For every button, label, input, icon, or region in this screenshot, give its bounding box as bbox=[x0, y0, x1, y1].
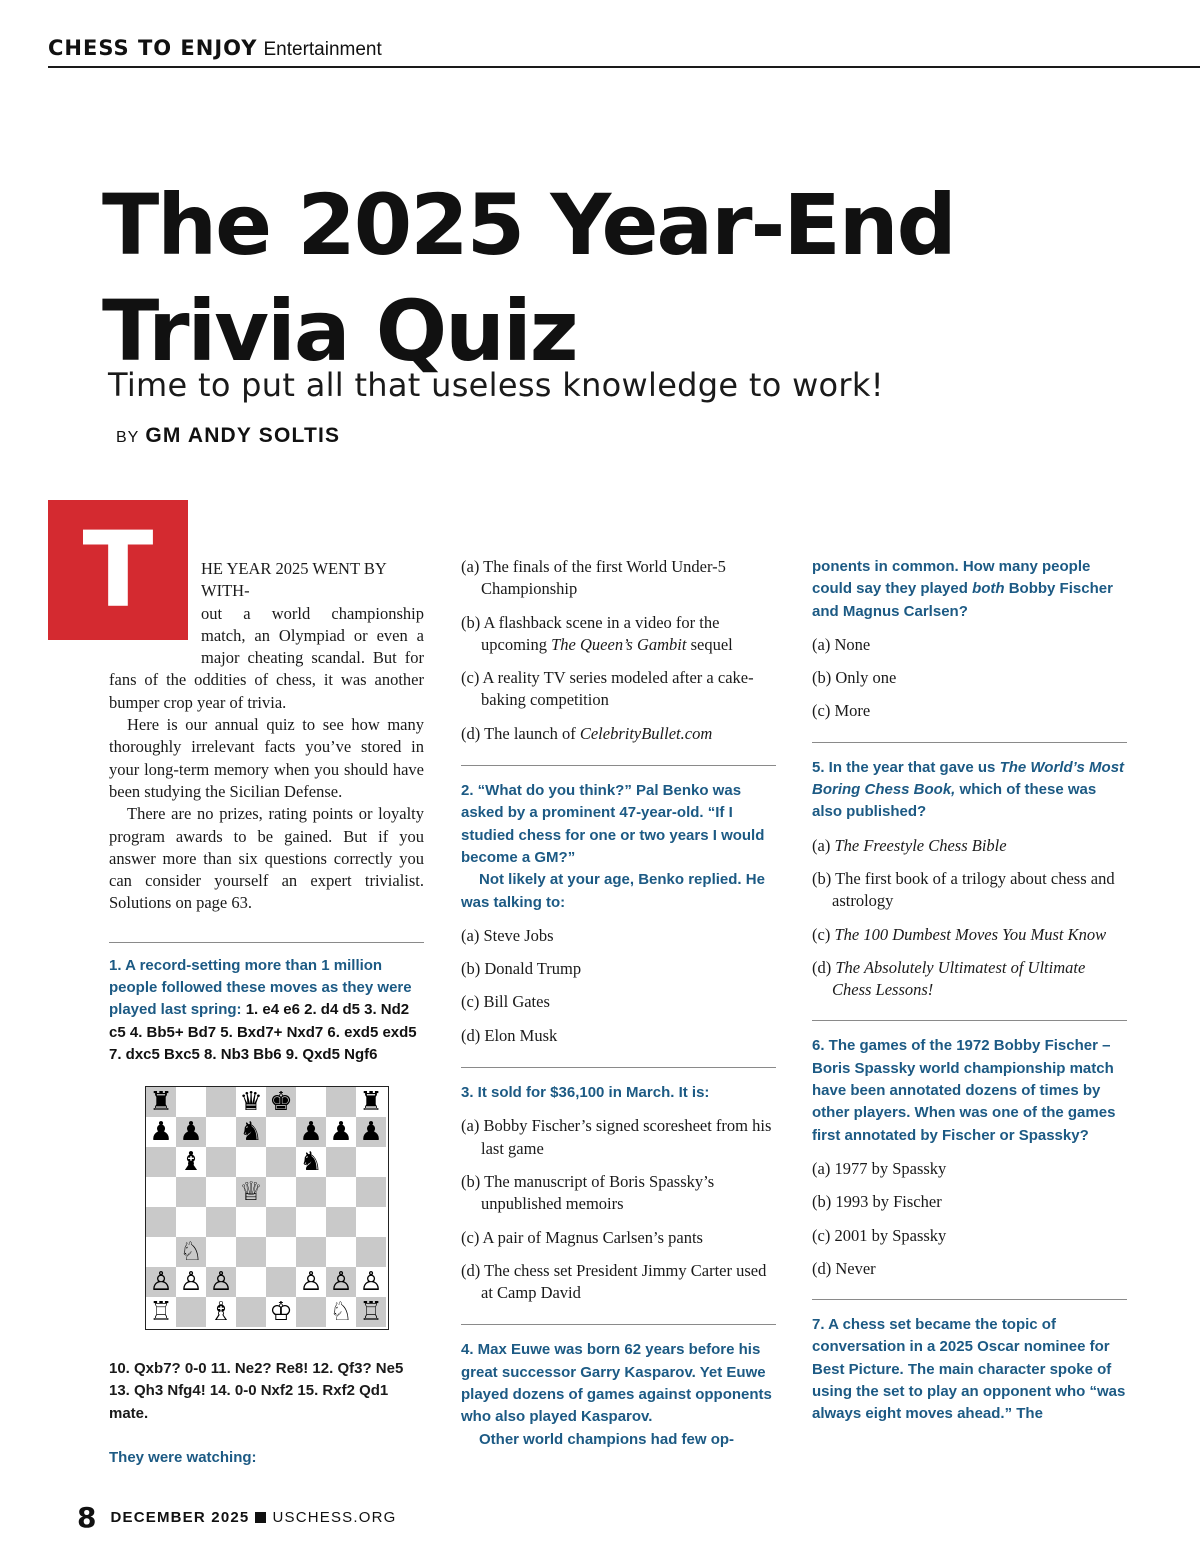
board-square bbox=[236, 1297, 266, 1327]
question-7: 7. A chess set became the topic of conversation in a 2025 Oscar nominee for Best Picture. The main character spoke of using the set to play an opponent who “was always eight moves ahead.” The bbox=[812, 1316, 1126, 1423]
board-square bbox=[206, 1147, 236, 1177]
chess-piece-square: ♚ bbox=[266, 1087, 296, 1117]
option-1d: (d) The launch of CelebrityBullet.com bbox=[461, 723, 713, 743]
question-5-options bbox=[812, 835, 1127, 1002]
option-1b: (b) A flashback scene in a video for the upcoming The Queen’s Gambit sequel bbox=[461, 612, 733, 654]
divider bbox=[812, 1299, 1127, 1300]
board-square bbox=[356, 1177, 386, 1207]
board-square bbox=[266, 1207, 296, 1237]
divider bbox=[461, 1067, 776, 1068]
board-square bbox=[146, 1207, 176, 1237]
option-5d: (d) The Absolutely Ultimatest of Ultimate Chess Lessons! bbox=[812, 957, 1086, 1000]
board-square bbox=[356, 1207, 386, 1237]
chess-piece-square: ♟ bbox=[326, 1117, 356, 1147]
chess-piece-square: ♙ bbox=[326, 1267, 356, 1297]
chess-piece-square: ♙ bbox=[296, 1267, 326, 1297]
question-1-moves: 1. e4 e6 2. d4 d5 3. Nd2 c5 4. Bb5+ Bd7 5. Bxd7+ Nxd7 6. exd5 exd5 7. dxc5 Bxc5 8. Nb3 Bb6 9. Qxd5 Ngf6 bbox=[109, 1001, 417, 1063]
chess-piece-square: ♕ bbox=[236, 1177, 266, 1207]
board-square bbox=[176, 1207, 206, 1237]
question-6: 6. The games of the 1972 Bobby Fischer – Boris Spassky world championship match have been annotated dozens of times by other players. When was one of the games first annotated by Fischer or Spassky? bbox=[812, 1037, 1116, 1144]
column-3 bbox=[812, 556, 1127, 1426]
question-3-options bbox=[461, 1115, 776, 1304]
board-square bbox=[356, 1147, 386, 1177]
option-5a: (a) The Freestyle Chess Bible bbox=[812, 835, 1007, 855]
divider bbox=[461, 1324, 776, 1325]
board-square bbox=[266, 1117, 296, 1147]
board-square bbox=[266, 1267, 296, 1297]
option-1a: (a) The finals of the first World Under-5 Championship bbox=[461, 557, 726, 599]
board-square bbox=[236, 1207, 266, 1237]
option-2b: (b) Donald Trump bbox=[461, 959, 582, 979]
chess-piece-square: ♙ bbox=[356, 1267, 386, 1297]
chess-piece-square: ♗ bbox=[206, 1297, 236, 1327]
board-square bbox=[326, 1177, 356, 1207]
chess-piece-square: ♝ bbox=[176, 1147, 206, 1177]
board-square bbox=[206, 1177, 236, 1207]
option-6b: (b) 1993 by Fischer bbox=[812, 1192, 942, 1212]
option-1b-title: The Queen’s Gambit bbox=[551, 634, 687, 654]
board-square bbox=[296, 1297, 326, 1327]
intro-line: major cheating scandal. But for bbox=[201, 648, 424, 668]
question-4-follow-start: Other world champions had few op- bbox=[479, 1430, 735, 1448]
board-square bbox=[206, 1087, 236, 1117]
chess-piece-square: ♞ bbox=[236, 1117, 266, 1147]
intro-line: HE YEAR 2025 WENT BY WITH- bbox=[201, 559, 387, 601]
option-3c: (c) A pair of Magnus Carlsen’s pants bbox=[461, 1227, 703, 1247]
intro-paragraph-2: Here is our annual quiz to see how many thoroughly irrelevant facts you’ve stored in your long-term memory when you should have been studying the Sicilian Defense. bbox=[109, 715, 424, 801]
option-5c: (c) The 100 Dumbest Moves You Must Know bbox=[812, 924, 1107, 944]
question-5: 5. In the year that gave us The World’s Most Boring Chess Book, which of these was also published? bbox=[812, 758, 1125, 821]
intro-line: out a world championship bbox=[201, 603, 424, 623]
question-1-lead: 1. A record-setting more than 1 million people followed these moves as they were played last spring: bbox=[109, 956, 412, 1019]
option-4c: (c) More bbox=[812, 701, 871, 721]
option-2a: (a) Steve Jobs bbox=[461, 925, 554, 945]
question-4 bbox=[461, 1339, 776, 1450]
chess-piece-square: ♟ bbox=[176, 1117, 206, 1147]
intro-paragraph-3: There are no prizes, rating points or loyalty program awards to be gained. But if you answer more than six questions correctly you can consider yourself an expert trivialist. Solutions on page 63. bbox=[109, 804, 424, 913]
option-6d: (d) Never bbox=[812, 1258, 876, 1278]
chess-piece-square: ♘ bbox=[326, 1297, 356, 1327]
page-footer bbox=[77, 1497, 397, 1537]
book-title: The World’s Most Boring Chess Book, bbox=[812, 758, 1125, 799]
square-separator-icon bbox=[255, 1512, 266, 1523]
board-square bbox=[296, 1087, 326, 1117]
board-square bbox=[146, 1177, 176, 1207]
intro-line: match, an Olympiad or even a bbox=[201, 625, 424, 645]
question-2 bbox=[461, 780, 776, 914]
board-square bbox=[296, 1177, 326, 1207]
chess-piece-square: ♙ bbox=[206, 1267, 236, 1297]
divider bbox=[461, 765, 776, 766]
byline bbox=[116, 424, 340, 448]
chess-piece-square: ♙ bbox=[176, 1267, 206, 1297]
question-2-options bbox=[461, 925, 776, 1047]
website: USCHESS.ORG bbox=[272, 1508, 397, 1526]
chess-piece-square: ♔ bbox=[266, 1297, 296, 1327]
issue-date: DECEMBER 2025 bbox=[110, 1508, 250, 1526]
board-square bbox=[326, 1147, 356, 1177]
emphasis-both: both bbox=[972, 580, 1005, 598]
board-square bbox=[146, 1147, 176, 1177]
board-square bbox=[176, 1087, 206, 1117]
question-1-moves-continued: 10. Qxb7? 0-0 11. Ne2? Re8! 12. Qf3? Ne5 13. Qh3 Nfg4! 14. 0-0 Nxf2 15. Rxf2 Qd1 mate. bbox=[109, 1360, 404, 1422]
chess-piece-square: ♛ bbox=[236, 1087, 266, 1117]
article-title bbox=[102, 172, 1102, 384]
board-square bbox=[236, 1267, 266, 1297]
board-square bbox=[326, 1237, 356, 1267]
question-4-lead: 4. Max Euwe was born 62 years before his great successor Garry Kasparov. Yet Euwe played dozens of games against opponents who also played Kasparov. bbox=[461, 1341, 772, 1426]
article-subtitle: Time to put all that useless knowledge to work! bbox=[108, 366, 884, 404]
board-square bbox=[176, 1177, 206, 1207]
drop-cap: T bbox=[48, 500, 188, 640]
running-head bbox=[48, 36, 1200, 68]
board-square bbox=[206, 1207, 236, 1237]
board-square bbox=[266, 1177, 296, 1207]
option-1d-title: CelebrityBullet.com bbox=[579, 723, 713, 743]
chess-piece-square: ♖ bbox=[146, 1297, 176, 1327]
chess-piece-square: ♟ bbox=[356, 1117, 386, 1147]
question-6-options bbox=[812, 1158, 1127, 1280]
option-1c: (c) A reality TV series modeled after a cake-baking competition bbox=[461, 668, 754, 710]
page-number: 8 bbox=[77, 1500, 97, 1534]
section-subtitle: Entertainment bbox=[263, 39, 382, 60]
column-1 bbox=[109, 556, 424, 1066]
board-square bbox=[296, 1207, 326, 1237]
board-square bbox=[206, 1117, 236, 1147]
board-square bbox=[326, 1087, 356, 1117]
question-2-lead: 2. “What do you think?” Pal Benko was asked by a prominent 47-year-old. “If I studied chess for one or two years I would become a GM?” bbox=[461, 782, 765, 866]
board-square bbox=[146, 1237, 176, 1267]
board-square bbox=[206, 1237, 236, 1267]
question-1 bbox=[109, 955, 424, 1066]
chess-board-diagram bbox=[145, 1086, 389, 1330]
option-5b: (b) The first book of a trilogy about chess and astrology bbox=[812, 868, 1115, 911]
option-2c: (c) Bill Gates bbox=[461, 992, 550, 1012]
title-line-2: Trivia Quiz bbox=[102, 282, 577, 380]
question-4-options bbox=[812, 634, 1127, 723]
chess-piece-square: ♜ bbox=[146, 1087, 176, 1117]
divider bbox=[812, 742, 1127, 743]
column-2 bbox=[461, 556, 776, 1451]
board-square bbox=[236, 1237, 266, 1267]
question-1-prompt: They were watching: bbox=[109, 1449, 257, 1466]
question-3: 3. It sold for $36,100 in March. It is: bbox=[461, 1084, 710, 1102]
option-4b: (b) Only one bbox=[812, 668, 897, 688]
chess-piece-square: ♙ bbox=[146, 1267, 176, 1297]
byline-by: BY bbox=[116, 429, 140, 446]
intro-paragraph-1: fans of the oddities of chess, it was another bumper crop year of trivia. bbox=[109, 670, 424, 712]
section-name: CHESS TO ENJOY bbox=[48, 36, 258, 60]
question-4-continued: ponents in common. How many people could say they played both Bobby Fischer and Magnus Carlsen? bbox=[812, 558, 1113, 620]
question-2-follow: Not likely at your age, Benko replied. He was talking to: bbox=[461, 871, 765, 911]
chess-piece-square: ♜ bbox=[356, 1087, 386, 1117]
option-3d: (d) The chess set President Jimmy Carter used at Camp David bbox=[461, 1260, 767, 1303]
board-square bbox=[326, 1207, 356, 1237]
option-6a: (a) 1977 by Spassky bbox=[812, 1158, 947, 1178]
option-2d: (d) Elon Musk bbox=[461, 1025, 558, 1045]
option-6c: (c) 2001 by Spassky bbox=[812, 1225, 947, 1245]
option-3b: (b) The manuscript of Boris Spassky’s unpublished memoirs bbox=[461, 1171, 715, 1214]
chess-piece-square: ♞ bbox=[296, 1147, 326, 1177]
board-square bbox=[266, 1237, 296, 1267]
chess-piece-square: ♘ bbox=[176, 1237, 206, 1267]
board-square bbox=[266, 1147, 296, 1177]
question-1-options bbox=[461, 556, 776, 745]
divider bbox=[109, 942, 424, 943]
option-3a: (a) Bobby Fischer’s signed scoresheet from his last game bbox=[461, 1116, 772, 1158]
chess-piece-square: ♖ bbox=[356, 1297, 386, 1327]
option-4a: (a) None bbox=[812, 634, 871, 654]
chess-piece-square: ♟ bbox=[296, 1117, 326, 1147]
board-square bbox=[296, 1237, 326, 1267]
board-square bbox=[176, 1297, 206, 1327]
divider bbox=[812, 1020, 1127, 1021]
author-name: GM ANDY SOLTIS bbox=[145, 424, 341, 447]
board-square bbox=[356, 1237, 386, 1267]
chess-piece-square: ♟ bbox=[146, 1117, 176, 1147]
title-line-1: The 2025 Year-End bbox=[102, 176, 955, 274]
board-square bbox=[236, 1147, 266, 1177]
